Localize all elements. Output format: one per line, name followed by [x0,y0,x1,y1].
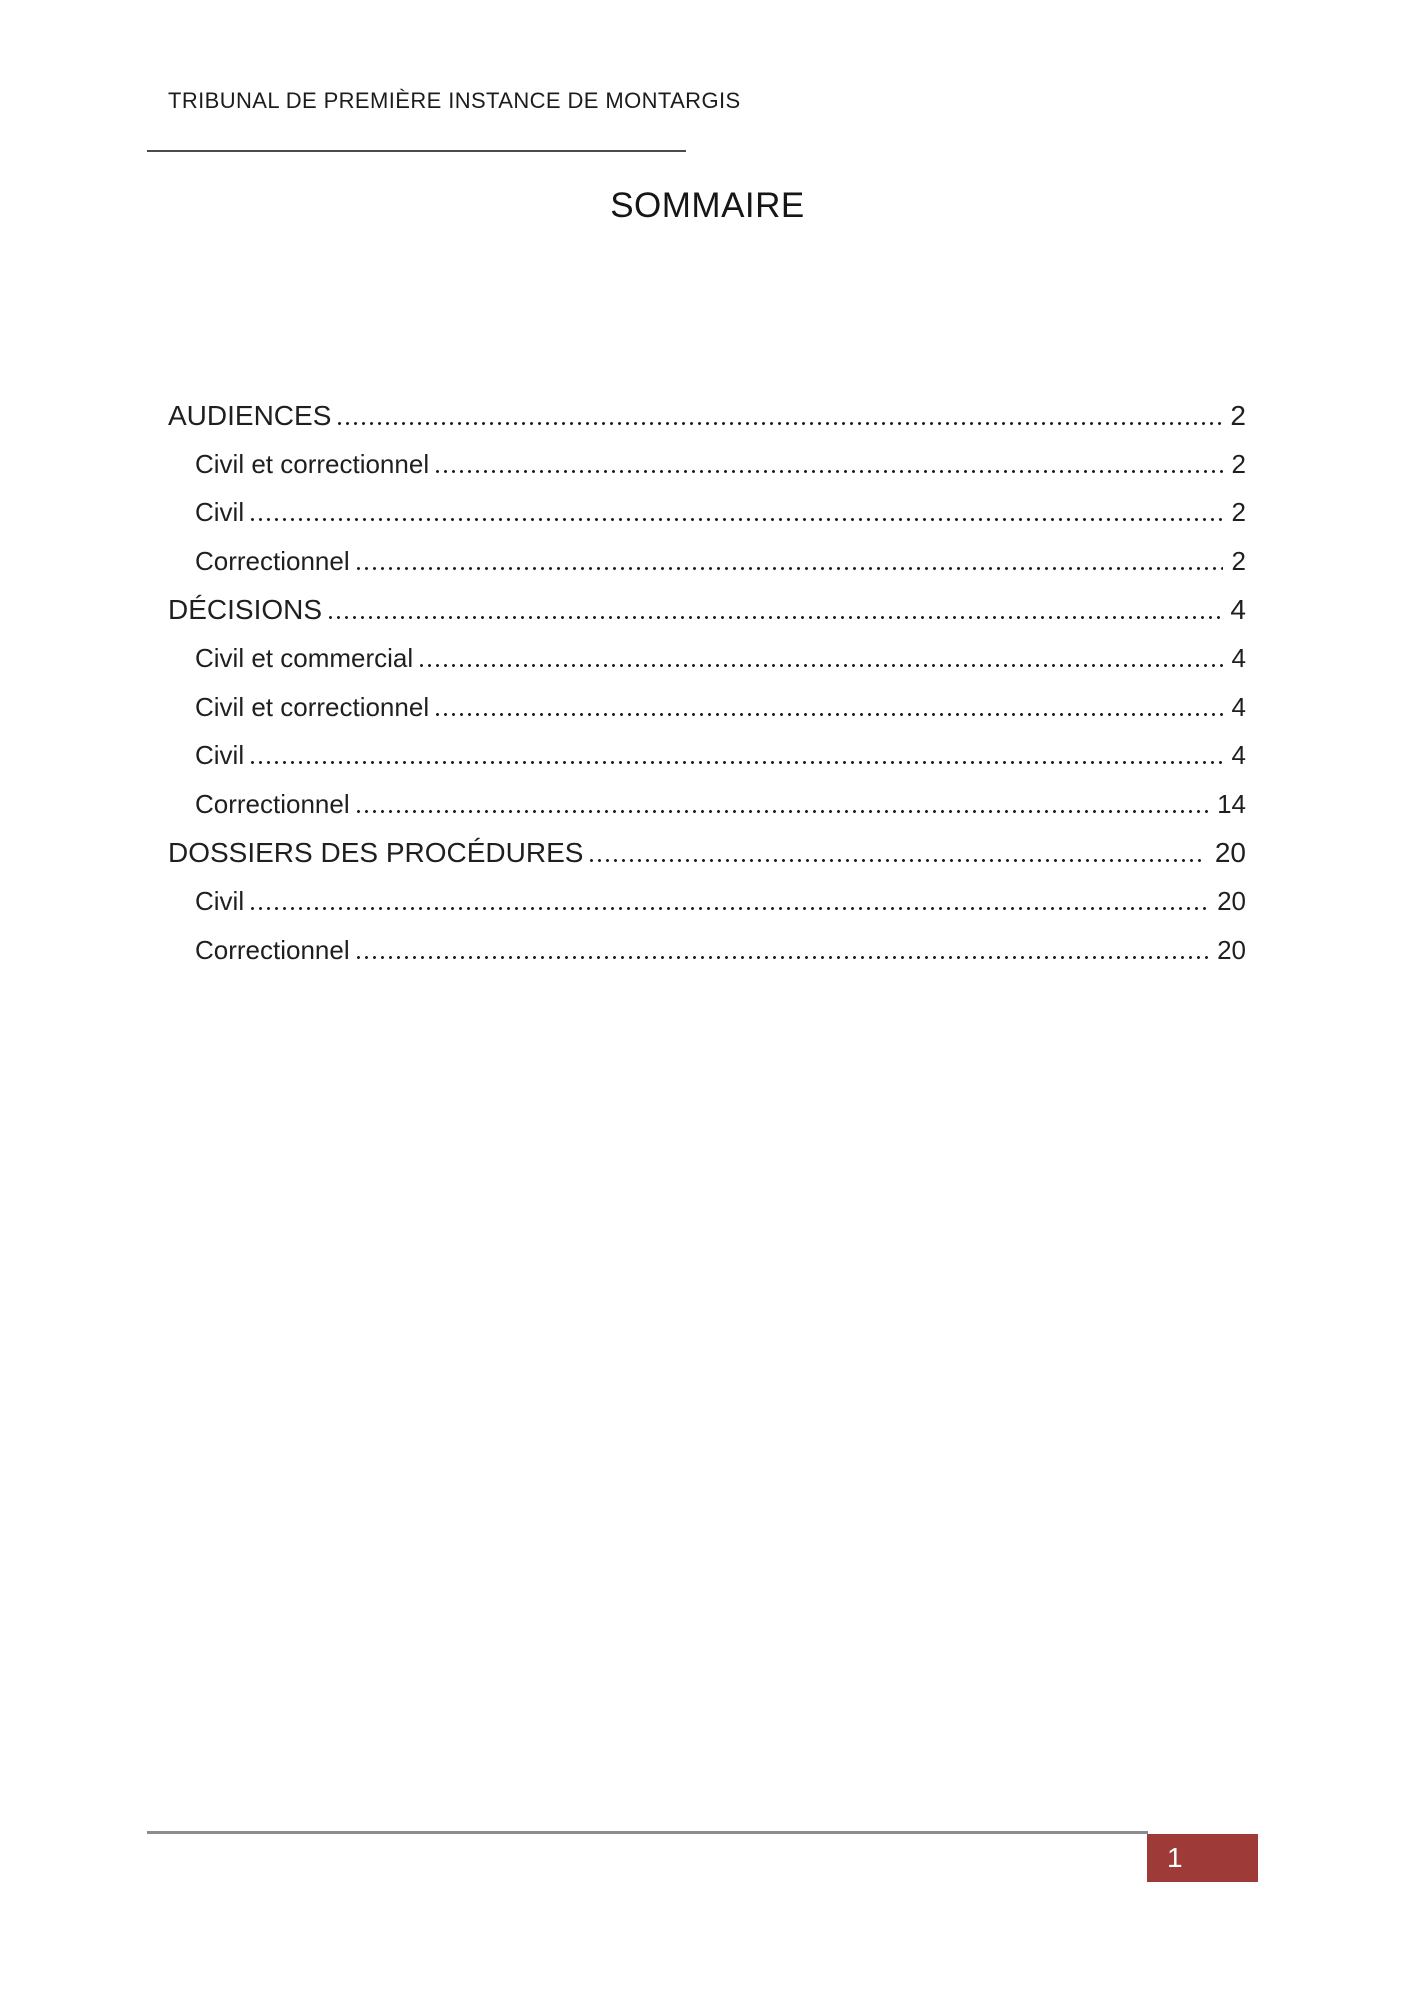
toc-entry[interactable] [168,642,1246,694]
toc-entry-label: Correctionnel [195,545,350,576]
toc-page-number: 20 [1217,934,1246,965]
toc-entry[interactable] [168,402,1246,451]
dot-leader [251,518,1222,521]
toc-page-number: 2 [1231,448,1246,479]
toc-entry-label: AUDIENCES [168,400,332,431]
toc-entry[interactable] [168,596,1246,645]
dot-leader [357,810,1208,813]
header-title: TRIBUNAL DE PREMIÈRE INSTANCE DE MONTARGIS [168,88,741,113]
toc-page-number: 4 [1231,740,1246,771]
table-of-contents [168,402,1246,985]
toc-entry[interactable] [168,788,1246,840]
footer-divider [147,1831,1148,1834]
page-number-badge [1147,1834,1258,1882]
dot-leader [251,761,1222,764]
toc-page-number: 4 [1230,594,1246,626]
toc-page-number: 20 [1214,837,1246,869]
toc-entry-label: Correctionnel [195,788,350,819]
toc-entry-label: Civil et correctionnel [195,448,430,479]
page-title: SOMMAIRE [610,186,805,225]
dot-leader [357,567,1223,570]
toc-entry[interactable] [168,545,1246,597]
toc-entry-label: DÉCISIONS [168,594,323,626]
toc-page-number: 4 [1231,642,1246,673]
toc-page-number: 14 [1217,788,1246,819]
toc-entry[interactable] [168,448,1246,500]
dot-leader [436,713,1222,716]
toc-entry-label: Civil [195,885,245,916]
toc-entry-label: DOSSIERS DES PROCÉDURES [168,837,584,869]
dot-leader [338,422,1221,425]
toc-page-number: 2 [1231,545,1246,576]
dot-leader [357,956,1208,959]
toc-entry[interactable] [168,742,1246,791]
dot-leader [251,907,1208,910]
toc-entry[interactable] [168,839,1246,888]
toc-entry-label: Correctionnel [195,934,350,965]
toc-entry[interactable] [168,885,1246,937]
toc-page-number: 2 [1230,400,1246,431]
dot-leader [329,616,1221,619]
page-number: 1 [1167,1842,1183,1873]
toc-entry-label: Civil [195,740,245,771]
toc-entry[interactable] [168,691,1246,743]
toc-entry-label: Civil [195,497,245,528]
dot-leader [590,859,1205,862]
toc-page-number: 4 [1231,691,1246,722]
toc-entry[interactable] [168,934,1246,986]
toc-entry[interactable] [168,499,1246,548]
dot-leader [436,470,1222,473]
toc-page-number: 2 [1231,497,1246,528]
toc-entry-label: Civil et commercial [195,642,414,673]
dot-leader [420,664,1222,667]
header-divider [147,150,686,152]
toc-page-number: 20 [1217,885,1246,916]
toc-entry-label: Civil et correctionnel [195,691,430,722]
